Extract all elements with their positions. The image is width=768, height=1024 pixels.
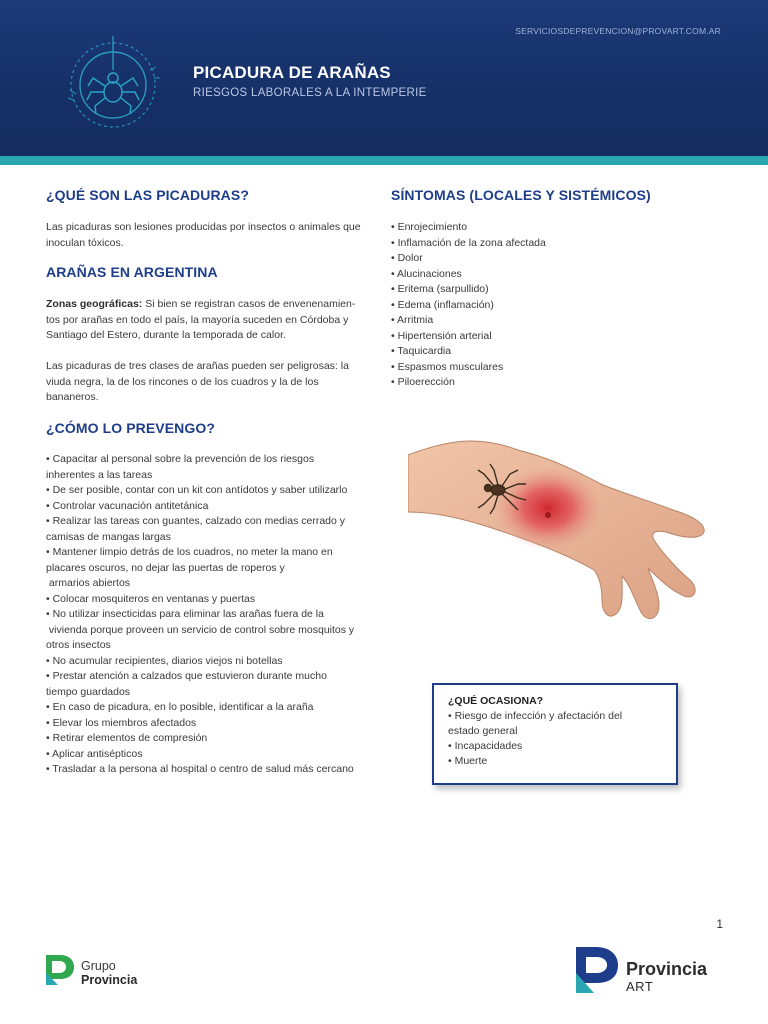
prevengo-item: • Elevar los miembros afectados: [46, 716, 197, 729]
que-ocasiona-title: ¿QUÉ OCASIONA?: [448, 695, 544, 707]
prevengo-item: • Retirar elementos de compresión: [46, 732, 208, 744]
sintoma-item: • Taquicardia: [391, 345, 452, 357]
aranas-para2-line: Las picaduras de tres clases de arañas pueden ser peligrosas: la: [46, 360, 349, 372]
prevengo-item: placares oscuros, no dejar las puertas de roperos y: [46, 561, 285, 574]
heading-aranas: ARAÑAS EN ARGENTINA: [46, 264, 218, 280]
prevengo-item: • No acumular recipientes, diarios viejos ni botellas: [46, 654, 283, 667]
sintoma-item: • Arritmia: [391, 314, 434, 326]
page-header: [0, 0, 768, 158]
prevengo-item: inherentes a las tareas: [46, 468, 153, 481]
spider-bite-hand-illustration: [408, 420, 708, 640]
sintoma-item: • Inflamación de la zona afectada: [391, 236, 546, 249]
prevengo-item: • Aplicar antisépticos: [46, 747, 143, 760]
prevengo-item: • Colocar mosquiteros en ventanas y puertas: [46, 592, 256, 605]
aranas-line: Santiago del Estero, durante la temporada de calor.: [46, 329, 286, 341]
prevengo-item: tiempo guardados: [46, 685, 131, 698]
prevengo-item: • Capacitar al personal sobre la prevención de los riesgos: [46, 453, 315, 465]
prevengo-list: [46, 452, 391, 778]
sintoma-item: • Alucinaciones: [391, 267, 462, 280]
aranas-text: [46, 297, 386, 344]
prevengo-item: • No utilizar insecticidas para eliminar las arañas fuera de la: [46, 608, 324, 620]
aranas-para2: [46, 359, 386, 406]
aranas-line-rest: Si bien se registran casos de envenenamien-: [142, 298, 356, 310]
sintoma-item: • Edema (inflamación): [391, 298, 494, 311]
prevengo-item: otros insectos: [46, 639, 111, 651]
contact-email[interactable]: SERVICIOSDEPREVENCION@PROVART.COM.AR: [515, 26, 721, 36]
prevengo-item: • Controlar vacunación antitetánica: [46, 499, 209, 512]
heading-prevengo: ¿CÓMO LO PREVENGO?: [46, 420, 216, 436]
prevengo-item: • Mantener limpio detrás de los cuadros, no meter la mano en: [46, 546, 333, 558]
prevengo-item: • De ser posible, contar con un kit con antídotos y saber utilizarlo: [46, 484, 348, 496]
ocasiona-item: • Incapacidades: [448, 740, 523, 752]
aranas-line: [46, 297, 386, 313]
prevengo-item: • Prestar atención a calzados que estuvieron durante mucho: [46, 670, 327, 682]
prevengo-item: • Trasladar a la persona al hospital o centro de salud más cercano: [46, 763, 354, 775]
provincia-label: Provincia: [81, 973, 138, 987]
page-subtitle: RIESGOS LABORALES A LA INTEMPERIE: [193, 87, 427, 99]
aranas-para2-line: viuda negra, la de los rincones o de los cuadros y la de los: [46, 375, 319, 388]
provincia-art-label: Provincia: [626, 959, 708, 979]
page-number: 1: [716, 917, 723, 931]
zonas-label: Zonas geográficas:: [46, 298, 143, 310]
prevengo-item: • Realizar las tareas con guantes, calzado con medias cerrado y: [46, 515, 345, 527]
prevengo-item: • En caso de picadura, en lo posible, identificar a la araña: [46, 701, 314, 713]
heading-que-son: ¿QUÉ SON LAS PICADURAS?: [46, 187, 249, 203]
que-son-text: [46, 220, 386, 251]
provincia-art-logo-mark: [574, 945, 620, 995]
sintoma-item: • Dolor: [391, 252, 423, 264]
ocasiona-list: [448, 709, 662, 769]
sintoma-item: • Piloerección: [391, 376, 455, 388]
sintomas-list: [391, 220, 691, 391]
page-title: PICADURA DE ARAÑAS: [193, 63, 391, 82]
que-son-line: inoculan tóxicos.: [46, 236, 124, 249]
sintoma-item: • Eritema (sarpullido): [391, 283, 489, 295]
que-ocasiona-box: [432, 683, 678, 785]
sintoma-item: • Hipertensión arterial: [391, 329, 492, 342]
sintoma-item: • Espasmos musculares: [391, 360, 504, 373]
grupo-provincia-logo-mark: [44, 953, 76, 987]
ocasiona-item: • Muerte: [448, 755, 488, 767]
prevengo-item: armarios abiertos: [46, 577, 131, 589]
sintoma-item: • Enrojecimiento: [391, 221, 468, 233]
header-accent-strip: [0, 156, 768, 165]
ocasiona-item: • Riesgo de infección y afectación del: [448, 710, 623, 722]
ocasiona-item: estado general: [448, 725, 518, 737]
aranas-para2-line: bananeros.: [46, 391, 99, 403]
prevengo-item: vivienda porque proveen un servicio de control sobre mosquitos y: [46, 623, 355, 636]
heading-sintomas: SÍNTOMAS (LOCALES Y SISTÉMICOS): [391, 187, 651, 203]
prevengo-item: camisas de mangas largas: [46, 530, 171, 543]
grupo-label: Grupo: [81, 959, 116, 973]
spider-icon: [58, 30, 168, 140]
aranas-line: tos por arañas en todo el país, la mayoría suceden en Córdoba y: [46, 313, 349, 326]
que-son-line: Las picaduras son lesiones producidas por insectos o animales que: [46, 221, 361, 233]
art-label: ART: [626, 979, 654, 994]
grupo-provincia-logo: [44, 953, 164, 989]
provincia-art-logo: [574, 945, 734, 997]
